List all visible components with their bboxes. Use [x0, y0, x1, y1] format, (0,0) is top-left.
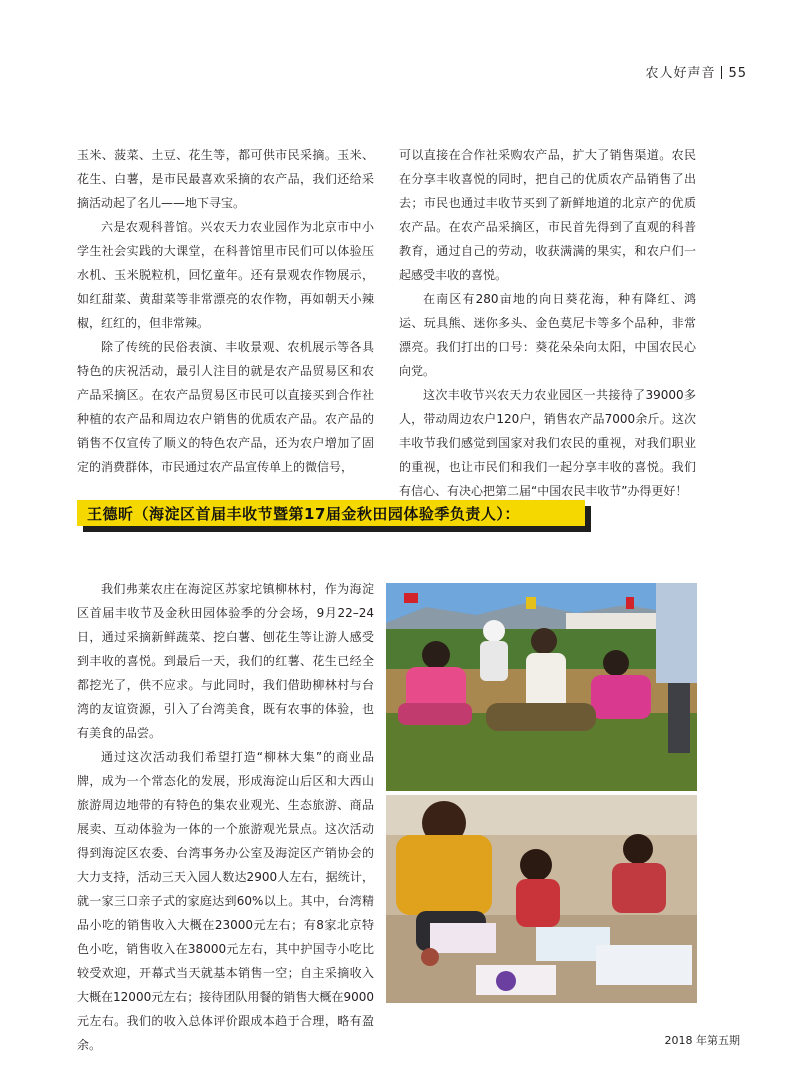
page-header [645, 62, 747, 81]
photo-children-painting [386, 795, 697, 1003]
paragraph: 通过这次活动我们希望打造“柳林大集”的商业品牌，成为一个常态化的发展，形成海淀山后区和大西山旅游周边地带的有特色的集农业观光、生态旅游、商品展卖、互动体验为一体的一个旅游观光景点。这次活动得到海淀区农委、台湾事务办公室及海淀区产销协会的大力支持，活动三天入园人数达2900人左右，据统计，就一家三口亲子式的家庭达到60%以上。其中，台湾精品小吃的销售收入大概在23000元左右；有8家北京特色小吃，销售收入在38000元左右，其中护国寺小吃比较受欢迎，开幕式当天就基本销售一空；自主采摘收入大概在12000元左右；接待团队用餐的销售大概在9000元左右。我们的收入总体评价跟成本趋于合理，略有盈余。 [77, 750, 374, 1052]
section-banner [77, 500, 590, 528]
banner-bar [77, 500, 585, 526]
header-divider [721, 66, 722, 79]
page-number: 55 [728, 66, 747, 81]
photo-children-digging-peanuts [386, 583, 697, 791]
paragraph: 六是农观科普馆。兴农天力农业园作为北京市中小学生社会实践的大课堂，在科普馆里市民们可以体验压水机、玉米脱粒机，回忆童年。还有景观农作物展示，如红甜菜、黄甜菜等非常漂亮的农作物，再如朝天小辣椒，红红的，但非常辣。 [77, 220, 374, 330]
top-right-column [399, 143, 696, 503]
paragraph: 在南区有280亩地的向日葵花海，种有降红、鸿运、玩具熊、迷你多头、金色莫尼卡等多个品种，非常漂亮。我们打出的口号：葵花朵朵向太阳，中国农民心向党。 [399, 292, 696, 378]
speaker-heading: 王德昕（海淀区首届丰收节暨第17届金秋田园体验季负责人）： [87, 505, 520, 523]
paragraph: 除了传统的民俗表演、丰收景观、农机展示等各具特色的庆祝活动，最引人注目的就是农产品贸易区和农产品采摘区。在农产品贸易区市民可以直接买到合作社种植的农产品和周边农户销售的优质农产品。农产品的销售不仅宣传了顺义的特色农产品，还为农户增加了固定的消费群体，市民通过农产品宣传单上的微信号， [77, 340, 374, 474]
section-title: 农人好声音 [645, 66, 716, 81]
paragraph: 可以直接在合作社采购农产品，扩大了销售渠道。农民在分享丰收喜悦的同时，把自己的优质农产品销售了出去；市民也通过丰收节买到了新鲜地道的北京产的优质农产品。在农产品采摘区，市民首先得到了直观的科普教育，通过自己的劳动，收获满满的果实，和农户们一起感受丰收的喜悦。 [399, 148, 696, 282]
top-left-column [77, 143, 374, 479]
issue-footer: 2018 年第五期 [664, 1034, 740, 1047]
paragraph: 这次丰收节兴农天力农业园区一共接待了39000多人，带动周边农户120户，销售农产品7000余斤。这次丰收节我们感觉到国家对我们农民的重视，对我们职业的重视，也让市民们和我们一起分享丰收的喜悦。我们有信心、有决心把第二届“中国农民丰收节”办得更好！ [399, 388, 696, 498]
paragraph: 我们弗莱农庄在海淀区苏家坨镇柳林村，作为海淀区首届丰收节及金秋田园体验季的分会场，9月22–24日，通过采摘新鲜蔬菜、挖白薯、刨花生等让游人感受到丰收的喜悦。到最后一天，我们的红薯、花生已经全都挖光了，供不应求。与此同时，我们借助柳林村与台湾的友谊资源，引入了台湾美食，既有农事的体验，也有美食的品尝。 [77, 582, 374, 740]
paragraph: 玉米、菠菜、土豆、花生等，都可供市民采摘。玉米、花生、白薯，是市民最喜欢采摘的农产品，我们还给采摘活动起了名儿——地下寻宝。 [77, 148, 374, 210]
bottom-left-column [77, 577, 374, 1057]
